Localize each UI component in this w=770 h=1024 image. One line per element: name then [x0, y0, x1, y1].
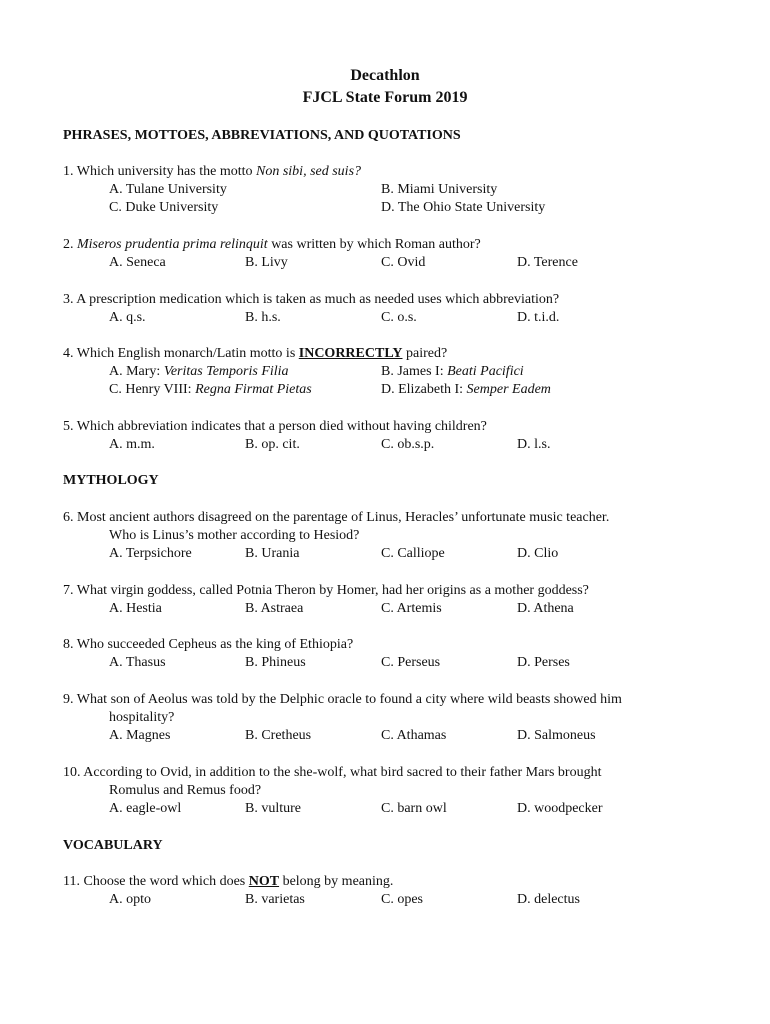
section-heading-mythology: MYTHOLOGY — [63, 473, 159, 488]
question-9 — [63, 691, 713, 745]
question-3-option-d: D. t.i.d. — [517, 310, 560, 325]
question-11-option-b: B. varietas — [245, 892, 305, 907]
question-10-option-c: C. barn owl — [381, 801, 447, 816]
question-1-option-a: A. Tulane University — [109, 182, 227, 197]
question-1-option-d: D. The Ohio State University — [381, 200, 546, 215]
question-3-option-a: A. q.s. — [109, 310, 146, 325]
question-7-text: 7. What virgin goddess, called Potnia Theron by Homer, had her origins as a mother goddess? — [63, 583, 589, 598]
question-5-text: 5. Which abbreviation indicates that a person died without having children? — [63, 419, 487, 434]
question-8-option-b: B. Phineus — [245, 655, 306, 670]
question-2-option-c: C. Ovid — [381, 255, 426, 270]
question-1-option-b: B. Miami University — [381, 182, 498, 197]
question-4-option-c: C. Henry VIII: Regna Firmat Pietas — [109, 382, 312, 397]
question-5-option-d: D. l.s. — [517, 437, 551, 452]
question-11-text: 11. Choose the word which does NOT belong by meaning. — [63, 874, 394, 889]
question-11 — [63, 873, 713, 909]
question-9-text: 9. What son of Aeolus was told by the Delphic oracle to found a city where wild beasts showed him — [63, 692, 622, 707]
question-2-option-b: B. Livy — [245, 255, 288, 270]
question-6-option-b: B. Urania — [245, 546, 300, 561]
question-1-options-row-2 — [109, 199, 713, 217]
question-3-option-c: C. o.s. — [381, 310, 417, 325]
question-10-text: 10. According to Ovid, in addition to the she-wolf, what bird sacred to their father Mars brought — [63, 765, 602, 780]
question-5-option-c: C. ob.s.p. — [381, 437, 435, 452]
question-6-text: 6. Most ancient authors disagreed on the parentage of Linus, Heracles’ unfortunate music teacher. — [63, 510, 610, 525]
question-11-option-d: D. delectus — [517, 892, 580, 907]
question-5-option-a: A. m.m. — [109, 437, 155, 452]
question-3-options — [109, 309, 713, 327]
question-5-option-b: B. op. cit. — [245, 437, 300, 452]
question-4-option-b: B. James I: Beati Pacifici — [381, 364, 524, 379]
question-6 — [63, 509, 713, 563]
question-4-text: 4. Which English monarch/Latin motto is INCORRECTLY paired? — [63, 346, 448, 361]
section-heading-phrases: PHRASES, MOTTOES, ABBREVIATIONS, AND QUOTATIONS — [63, 128, 461, 143]
section-heading-vocabulary: VOCABULARY — [63, 838, 163, 853]
question-4-options-row-2 — [109, 381, 713, 399]
question-4-options-row-1 — [109, 363, 713, 381]
question-6-option-d: D. Clio — [517, 546, 559, 561]
question-8-option-c: C. Perseus — [381, 655, 441, 670]
question-6-option-a: A. Terpsichore — [109, 546, 192, 561]
question-1-text: 1. Which university has the motto Non sibi, sed suis? — [63, 164, 362, 179]
question-7-option-c: C. Artemis — [381, 601, 442, 616]
question-8-option-d: D. Perses — [517, 655, 570, 670]
question-1-option-c: C. Duke University — [109, 200, 219, 215]
question-8-option-a: A. Thasus — [109, 655, 166, 670]
question-10-option-a: A. eagle-owl — [109, 801, 182, 816]
question-4-option-d: D. Elizabeth I: Semper Eadem — [381, 382, 551, 397]
question-4-option-a: A. Mary: Veritas Temporis Filia — [109, 364, 289, 379]
question-6-options — [109, 545, 713, 563]
question-5 — [63, 418, 713, 454]
question-9-option-a: A. Magnes — [109, 728, 171, 743]
question-9-text-continued: hospitality? — [109, 710, 175, 725]
question-6-text-continued: Who is Linus’s mother according to Hesiod? — [109, 528, 360, 543]
question-4 — [63, 345, 713, 399]
question-6-option-c: C. Calliope — [381, 546, 445, 561]
question-8-text: 8. Who succeeded Cepheus as the king of Ethiopia? — [63, 637, 354, 652]
question-7-options — [109, 600, 713, 618]
question-9-option-c: C. Athamas — [381, 728, 447, 743]
question-9-options — [109, 727, 713, 745]
question-11-options — [109, 891, 713, 909]
question-2-text: 2. Miseros prudentia prima relinquit was written by which Roman author? — [63, 237, 481, 252]
document-title: Decathlon — [350, 67, 420, 84]
question-2-options — [109, 254, 713, 272]
question-10-option-b: B. vulture — [245, 801, 301, 816]
question-7 — [63, 582, 713, 618]
question-3 — [63, 291, 713, 327]
question-11-option-c: C. opes — [381, 892, 423, 907]
question-7-option-d: D. Athena — [517, 601, 574, 616]
question-7-option-b: B. Astraea — [245, 601, 304, 616]
question-8-options — [109, 654, 713, 672]
question-9-option-d: D. Salmoneus — [517, 728, 596, 743]
question-3-option-b: B. h.s. — [245, 310, 281, 325]
question-1 — [63, 163, 713, 217]
question-5-options — [109, 436, 713, 454]
question-8 — [63, 636, 713, 672]
question-9-option-b: B. Cretheus — [245, 728, 312, 743]
question-10-options — [109, 800, 713, 818]
question-10 — [63, 764, 713, 818]
question-2-option-a: A. Seneca — [109, 255, 166, 270]
question-10-text-continued: Romulus and Remus food? — [109, 783, 262, 798]
question-3-text: 3. A prescription medication which is taken as much as needed uses which abbreviation? — [63, 292, 560, 307]
question-10-option-d: D. woodpecker — [517, 801, 603, 816]
question-11-option-a: A. opto — [109, 892, 151, 907]
question-2 — [63, 236, 713, 272]
document-subtitle: FJCL State Forum 2019 — [302, 89, 468, 106]
question-2-option-d: D. Terence — [517, 255, 578, 270]
question-1-options-row-1 — [109, 181, 713, 199]
question-7-option-a: A. Hestia — [109, 601, 162, 616]
